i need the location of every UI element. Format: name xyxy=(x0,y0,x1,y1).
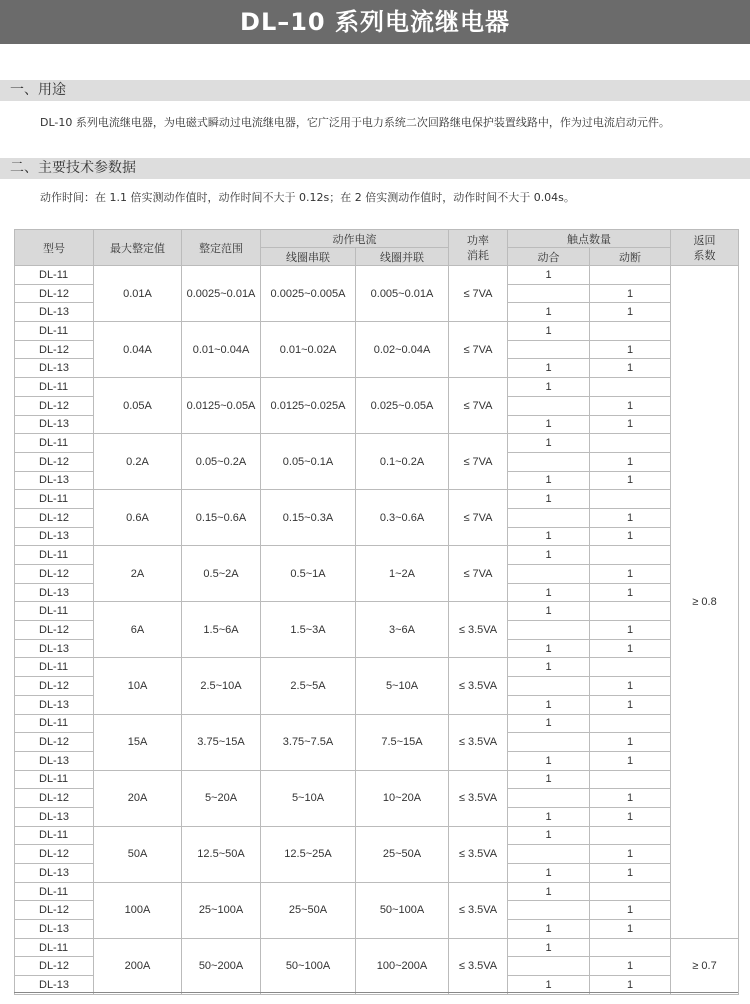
model-cell: DL-12 xyxy=(15,396,94,415)
power-cell: ≤ 3.5VA xyxy=(449,714,508,770)
table-row xyxy=(15,770,739,789)
max-setting-cell: 200A xyxy=(94,938,182,994)
break-contact-cell: 1 xyxy=(590,565,671,584)
break-contact-cell xyxy=(590,266,671,285)
make-contact-cell xyxy=(508,621,590,640)
model-cell: DL-13 xyxy=(15,639,94,658)
make-contact-cell: 1 xyxy=(508,602,590,621)
series-cell: 50~100A xyxy=(261,938,356,994)
model-cell: DL-11 xyxy=(15,658,94,677)
table-row xyxy=(15,322,739,341)
model-cell: DL-11 xyxy=(15,490,94,509)
power-cell: ≤ 7VA xyxy=(449,434,508,490)
table-row xyxy=(15,826,739,845)
range-cell: 0.05~0.2A xyxy=(182,434,261,490)
series-cell: 1.5~3A xyxy=(261,602,356,658)
model-cell: DL-12 xyxy=(15,957,94,976)
make-contact-cell xyxy=(508,565,590,584)
break-contact-cell xyxy=(590,602,671,621)
power-cell: ≤ 7VA xyxy=(449,266,508,322)
parallel-cell: 1~2A xyxy=(356,546,449,602)
model-cell: DL-12 xyxy=(15,508,94,527)
break-contact-cell xyxy=(590,490,671,509)
make-contact-cell: 1 xyxy=(508,714,590,733)
make-contact-cell xyxy=(508,733,590,752)
max-setting-cell: 15A xyxy=(94,714,182,770)
parallel-cell: 3~6A xyxy=(356,602,449,658)
table-row xyxy=(15,602,739,621)
make-contact-cell: 1 xyxy=(508,695,590,714)
table-row xyxy=(15,714,739,733)
series-cell: 12.5~25A xyxy=(261,826,356,882)
model-cell: DL-11 xyxy=(15,770,94,789)
range-cell: 0.01~0.04A xyxy=(182,322,261,378)
model-cell: DL-11 xyxy=(15,266,94,285)
break-contact-cell: 1 xyxy=(590,621,671,640)
break-contact-cell xyxy=(590,322,671,341)
header-series: 线圈串联 xyxy=(261,248,356,266)
break-contact-cell xyxy=(590,658,671,677)
parallel-cell: 0.02~0.04A xyxy=(356,322,449,378)
break-contact-cell xyxy=(590,434,671,453)
make-contact-cell: 1 xyxy=(508,434,590,453)
model-cell: DL-11 xyxy=(15,602,94,621)
make-contact-cell xyxy=(508,957,590,976)
parallel-cell: 0.1~0.2A xyxy=(356,434,449,490)
action-time-paragraph: 动作时间：在 1.1 倍实测动作值时，动作时间不大于 0.12s；在 2 倍实测动作值时，动作时间不大于 0.04s。 xyxy=(40,191,575,204)
model-cell: DL-13 xyxy=(15,415,94,434)
power-cell: ≤ 3.5VA xyxy=(449,826,508,882)
table-row xyxy=(15,266,739,285)
range-cell: 12.5~50A xyxy=(182,826,261,882)
table-row xyxy=(15,882,739,901)
parallel-cell: 0.025~0.05A xyxy=(356,378,449,434)
return-coef-cell: ≥ 0.8 xyxy=(671,266,739,939)
make-contact-cell: 1 xyxy=(508,920,590,939)
spec-table xyxy=(14,229,739,995)
header-range: 整定范围 xyxy=(182,230,261,266)
table-row xyxy=(15,546,739,565)
break-contact-cell: 1 xyxy=(590,452,671,471)
break-contact-cell: 1 xyxy=(590,359,671,378)
make-contact-cell: 1 xyxy=(508,303,590,322)
make-contact-cell: 1 xyxy=(508,938,590,957)
make-contact-cell: 1 xyxy=(508,378,590,397)
break-contact-cell: 1 xyxy=(590,957,671,976)
break-contact-cell: 1 xyxy=(590,751,671,770)
series-cell: 0.5~1A xyxy=(261,546,356,602)
parallel-cell: 100~200A xyxy=(356,938,449,994)
break-contact-cell xyxy=(590,826,671,845)
make-contact-cell: 1 xyxy=(508,266,590,285)
table-row xyxy=(15,938,739,957)
model-cell: DL-13 xyxy=(15,583,94,602)
break-contact-cell: 1 xyxy=(590,508,671,527)
series-cell: 0.0025~0.005A xyxy=(261,266,356,322)
model-cell: DL-11 xyxy=(15,938,94,957)
break-contact-cell: 1 xyxy=(590,415,671,434)
range-cell: 25~100A xyxy=(182,882,261,938)
break-contact-cell: 1 xyxy=(590,845,671,864)
model-cell: DL-12 xyxy=(15,677,94,696)
make-contact-cell xyxy=(508,284,590,303)
model-cell: DL-11 xyxy=(15,378,94,397)
series-cell: 0.15~0.3A xyxy=(261,490,356,546)
model-cell: DL-11 xyxy=(15,434,94,453)
header-break: 动断 xyxy=(590,248,671,266)
range-cell: 3.75~15A xyxy=(182,714,261,770)
break-contact-cell xyxy=(590,770,671,789)
header-power xyxy=(449,230,508,266)
power-cell: ≤ 3.5VA xyxy=(449,938,508,994)
header-contacts: 触点数量 xyxy=(508,230,671,248)
power-cell: ≤ 3.5VA xyxy=(449,770,508,826)
range-cell: 5~20A xyxy=(182,770,261,826)
power-cell: ≤ 3.5VA xyxy=(449,602,508,658)
break-contact-cell: 1 xyxy=(590,284,671,303)
max-setting-cell: 0.04A xyxy=(94,322,182,378)
make-contact-cell xyxy=(508,789,590,808)
model-cell: DL-13 xyxy=(15,807,94,826)
make-contact-cell: 1 xyxy=(508,322,590,341)
model-cell: DL-13 xyxy=(15,471,94,490)
make-contact-cell: 1 xyxy=(508,751,590,770)
return-coef-cell: ≥ 0.7 xyxy=(671,938,739,994)
model-cell: DL-13 xyxy=(15,976,94,995)
parallel-cell: 7.5~15A xyxy=(356,714,449,770)
power-cell: ≤ 3.5VA xyxy=(449,882,508,938)
page-title: DL–10 系列电流继电器 xyxy=(0,0,750,44)
model-cell: DL-11 xyxy=(15,546,94,565)
series-cell: 3.75~7.5A xyxy=(261,714,356,770)
break-contact-cell: 1 xyxy=(590,864,671,883)
max-setting-cell: 0.2A xyxy=(94,434,182,490)
model-cell: DL-11 xyxy=(15,826,94,845)
header-model: 型号 xyxy=(15,230,94,266)
model-cell: DL-12 xyxy=(15,789,94,808)
break-contact-cell: 1 xyxy=(590,695,671,714)
header-make: 动合 xyxy=(508,248,590,266)
header-return xyxy=(671,230,739,266)
model-cell: DL-11 xyxy=(15,322,94,341)
parallel-cell: 25~50A xyxy=(356,826,449,882)
series-cell: 25~50A xyxy=(261,882,356,938)
bottom-rule xyxy=(14,992,738,993)
make-contact-cell xyxy=(508,901,590,920)
series-cell: 2.5~5A xyxy=(261,658,356,714)
break-contact-cell: 1 xyxy=(590,920,671,939)
model-cell: DL-13 xyxy=(15,303,94,322)
break-contact-cell xyxy=(590,714,671,733)
table-row xyxy=(15,434,739,453)
range-cell: 2.5~10A xyxy=(182,658,261,714)
break-contact-cell xyxy=(590,378,671,397)
section-heading-usage: 一、用途 xyxy=(0,80,750,101)
max-setting-cell: 0.6A xyxy=(94,490,182,546)
break-contact-cell: 1 xyxy=(590,976,671,995)
model-cell: DL-11 xyxy=(15,882,94,901)
parallel-cell: 0.005~0.01A xyxy=(356,266,449,322)
parallel-cell: 0.3~0.6A xyxy=(356,490,449,546)
make-contact-cell: 1 xyxy=(508,546,590,565)
model-cell: DL-13 xyxy=(15,359,94,378)
make-contact-cell: 1 xyxy=(508,415,590,434)
header-return-text: 返回系数 xyxy=(693,233,716,262)
make-contact-cell: 1 xyxy=(508,471,590,490)
model-cell: DL-12 xyxy=(15,621,94,640)
make-contact-cell xyxy=(508,845,590,864)
break-contact-cell: 1 xyxy=(590,807,671,826)
model-cell: DL-13 xyxy=(15,527,94,546)
header-max-setting: 最大整定值 xyxy=(94,230,182,266)
break-contact-cell: 1 xyxy=(590,303,671,322)
break-contact-cell: 1 xyxy=(590,471,671,490)
series-cell: 0.05~0.1A xyxy=(261,434,356,490)
table-row xyxy=(15,378,739,397)
series-cell: 0.01~0.02A xyxy=(261,322,356,378)
break-contact-cell: 1 xyxy=(590,733,671,752)
model-cell: DL-12 xyxy=(15,452,94,471)
make-contact-cell: 1 xyxy=(508,490,590,509)
model-cell: DL-13 xyxy=(15,751,94,770)
break-contact-cell xyxy=(590,938,671,957)
make-contact-cell: 1 xyxy=(508,807,590,826)
make-contact-cell: 1 xyxy=(508,826,590,845)
model-cell: DL-12 xyxy=(15,340,94,359)
max-setting-cell: 50A xyxy=(94,826,182,882)
model-cell: DL-13 xyxy=(15,695,94,714)
make-contact-cell xyxy=(508,508,590,527)
model-cell: DL-12 xyxy=(15,845,94,864)
max-setting-cell: 0.05A xyxy=(94,378,182,434)
series-cell: 0.0125~0.025A xyxy=(261,378,356,434)
header-action-current: 动作电流 xyxy=(261,230,449,248)
make-contact-cell: 1 xyxy=(508,882,590,901)
power-cell: ≤ 3.5VA xyxy=(449,658,508,714)
make-contact-cell xyxy=(508,452,590,471)
model-cell: DL-12 xyxy=(15,284,94,303)
header-power-text: 功率消耗 xyxy=(467,233,489,262)
range-cell: 0.0125~0.05A xyxy=(182,378,261,434)
make-contact-cell: 1 xyxy=(508,527,590,546)
make-contact-cell: 1 xyxy=(508,639,590,658)
break-contact-cell: 1 xyxy=(590,789,671,808)
model-cell: DL-13 xyxy=(15,920,94,939)
make-contact-cell: 1 xyxy=(508,976,590,995)
make-contact-cell xyxy=(508,677,590,696)
break-contact-cell: 1 xyxy=(590,583,671,602)
max-setting-cell: 0.01A xyxy=(94,266,182,322)
range-cell: 50~200A xyxy=(182,938,261,994)
model-cell: DL-13 xyxy=(15,864,94,883)
usage-paragraph: DL-10 系列电流继电器，为电磁式瞬动过电流继电器，它广泛用于电力系统二次回路继电保护装置线路中，作为过电流启动元件。 xyxy=(40,116,670,129)
section-heading-specs: 二、主要技术参数据 xyxy=(0,158,750,179)
break-contact-cell: 1 xyxy=(590,639,671,658)
max-setting-cell: 6A xyxy=(94,602,182,658)
parallel-cell: 50~100A xyxy=(356,882,449,938)
parallel-cell: 5~10A xyxy=(356,658,449,714)
power-cell: ≤ 7VA xyxy=(449,490,508,546)
make-contact-cell: 1 xyxy=(508,658,590,677)
break-contact-cell: 1 xyxy=(590,527,671,546)
table-row xyxy=(15,490,739,509)
break-contact-cell: 1 xyxy=(590,901,671,920)
break-contact-cell: 1 xyxy=(590,340,671,359)
model-cell: DL-11 xyxy=(15,714,94,733)
power-cell: ≤ 7VA xyxy=(449,546,508,602)
break-contact-cell xyxy=(590,546,671,565)
max-setting-cell: 20A xyxy=(94,770,182,826)
range-cell: 0.0025~0.01A xyxy=(182,266,261,322)
range-cell: 1.5~6A xyxy=(182,602,261,658)
header-parallel: 线圈并联 xyxy=(356,248,449,266)
table-row xyxy=(15,658,739,677)
series-cell: 5~10A xyxy=(261,770,356,826)
break-contact-cell: 1 xyxy=(590,677,671,696)
range-cell: 0.5~2A xyxy=(182,546,261,602)
max-setting-cell: 100A xyxy=(94,882,182,938)
model-cell: DL-12 xyxy=(15,733,94,752)
max-setting-cell: 2A xyxy=(94,546,182,602)
make-contact-cell: 1 xyxy=(508,583,590,602)
make-contact-cell xyxy=(508,340,590,359)
parallel-cell: 10~20A xyxy=(356,770,449,826)
make-contact-cell xyxy=(508,396,590,415)
make-contact-cell: 1 xyxy=(508,770,590,789)
model-cell: DL-12 xyxy=(15,901,94,920)
max-setting-cell: 10A xyxy=(94,658,182,714)
power-cell: ≤ 7VA xyxy=(449,378,508,434)
power-cell: ≤ 7VA xyxy=(449,322,508,378)
break-contact-cell xyxy=(590,882,671,901)
range-cell: 0.15~0.6A xyxy=(182,490,261,546)
break-contact-cell: 1 xyxy=(590,396,671,415)
make-contact-cell: 1 xyxy=(508,864,590,883)
model-cell: DL-12 xyxy=(15,565,94,584)
make-contact-cell: 1 xyxy=(508,359,590,378)
